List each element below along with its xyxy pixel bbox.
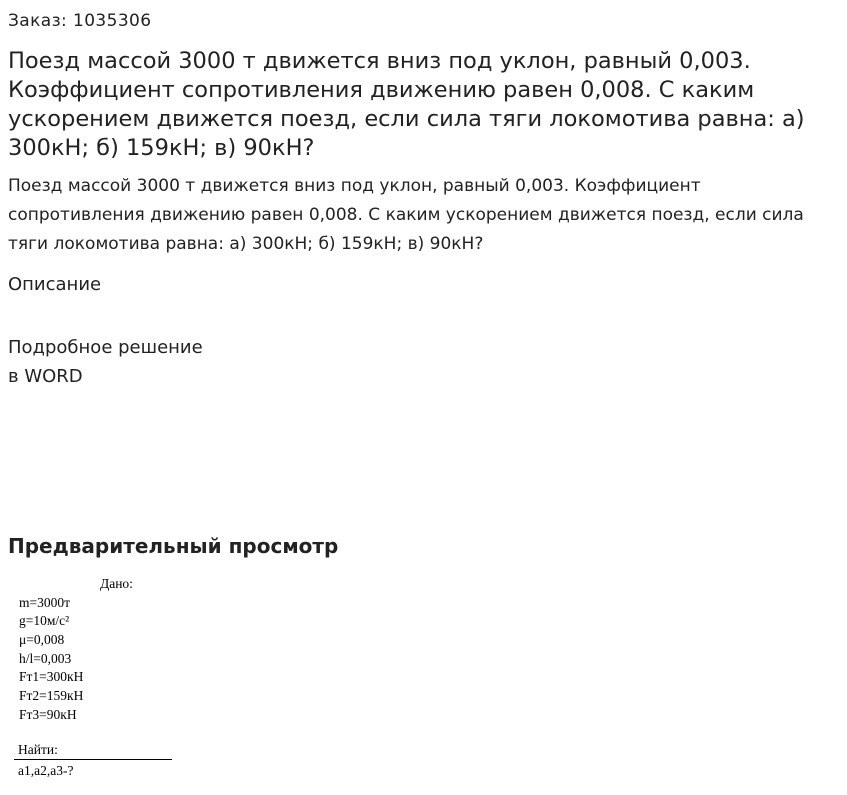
order-number: Заказ: 1035306	[8, 11, 152, 31]
given-line: g=10м/с²	[19, 613, 70, 628]
solution-info-line-2: в WORD	[8, 366, 83, 387]
find-divider	[14, 759, 172, 760]
given-line: μ=0,008	[19, 632, 65, 647]
find-value: a1,a2,a3-?	[18, 763, 74, 778]
solution-info-line-1: Подробное решение	[8, 337, 203, 358]
task-description: Поезд массой 3000 т движется вниз под уклон, равный 0,003. Коэффициент сопротивления движению равен 0,008. С каким ускорением движется поезд, если сила тяги локомотива равна: а) 300кН; б) 159кН; в) 90кН?	[8, 176, 804, 254]
given-title: Дано:	[100, 576, 133, 591]
given-line: Fт3=90кН	[19, 707, 77, 722]
description-section-label: Описание	[8, 274, 102, 295]
given-line: m=3000т	[19, 595, 71, 610]
find-title: Найти:	[18, 742, 58, 757]
given-line: Fт2=159кН	[19, 688, 84, 703]
preview-document	[0, 570, 300, 795]
given-line: Fт1=300кН	[19, 669, 84, 684]
preview-heading: Предварительный просмотр	[8, 534, 339, 558]
given-line: h/l=0,003	[19, 651, 72, 666]
page-title: Поезд массой 3000 т движется вниз под уклон, равный 0,003. Коэффициент сопротивления движению равен 0,008. С каким ускорением движется поезд, если сила тяги локомотива равна: а) 300кН; б) 159кН; в) 90кН?	[8, 48, 805, 161]
